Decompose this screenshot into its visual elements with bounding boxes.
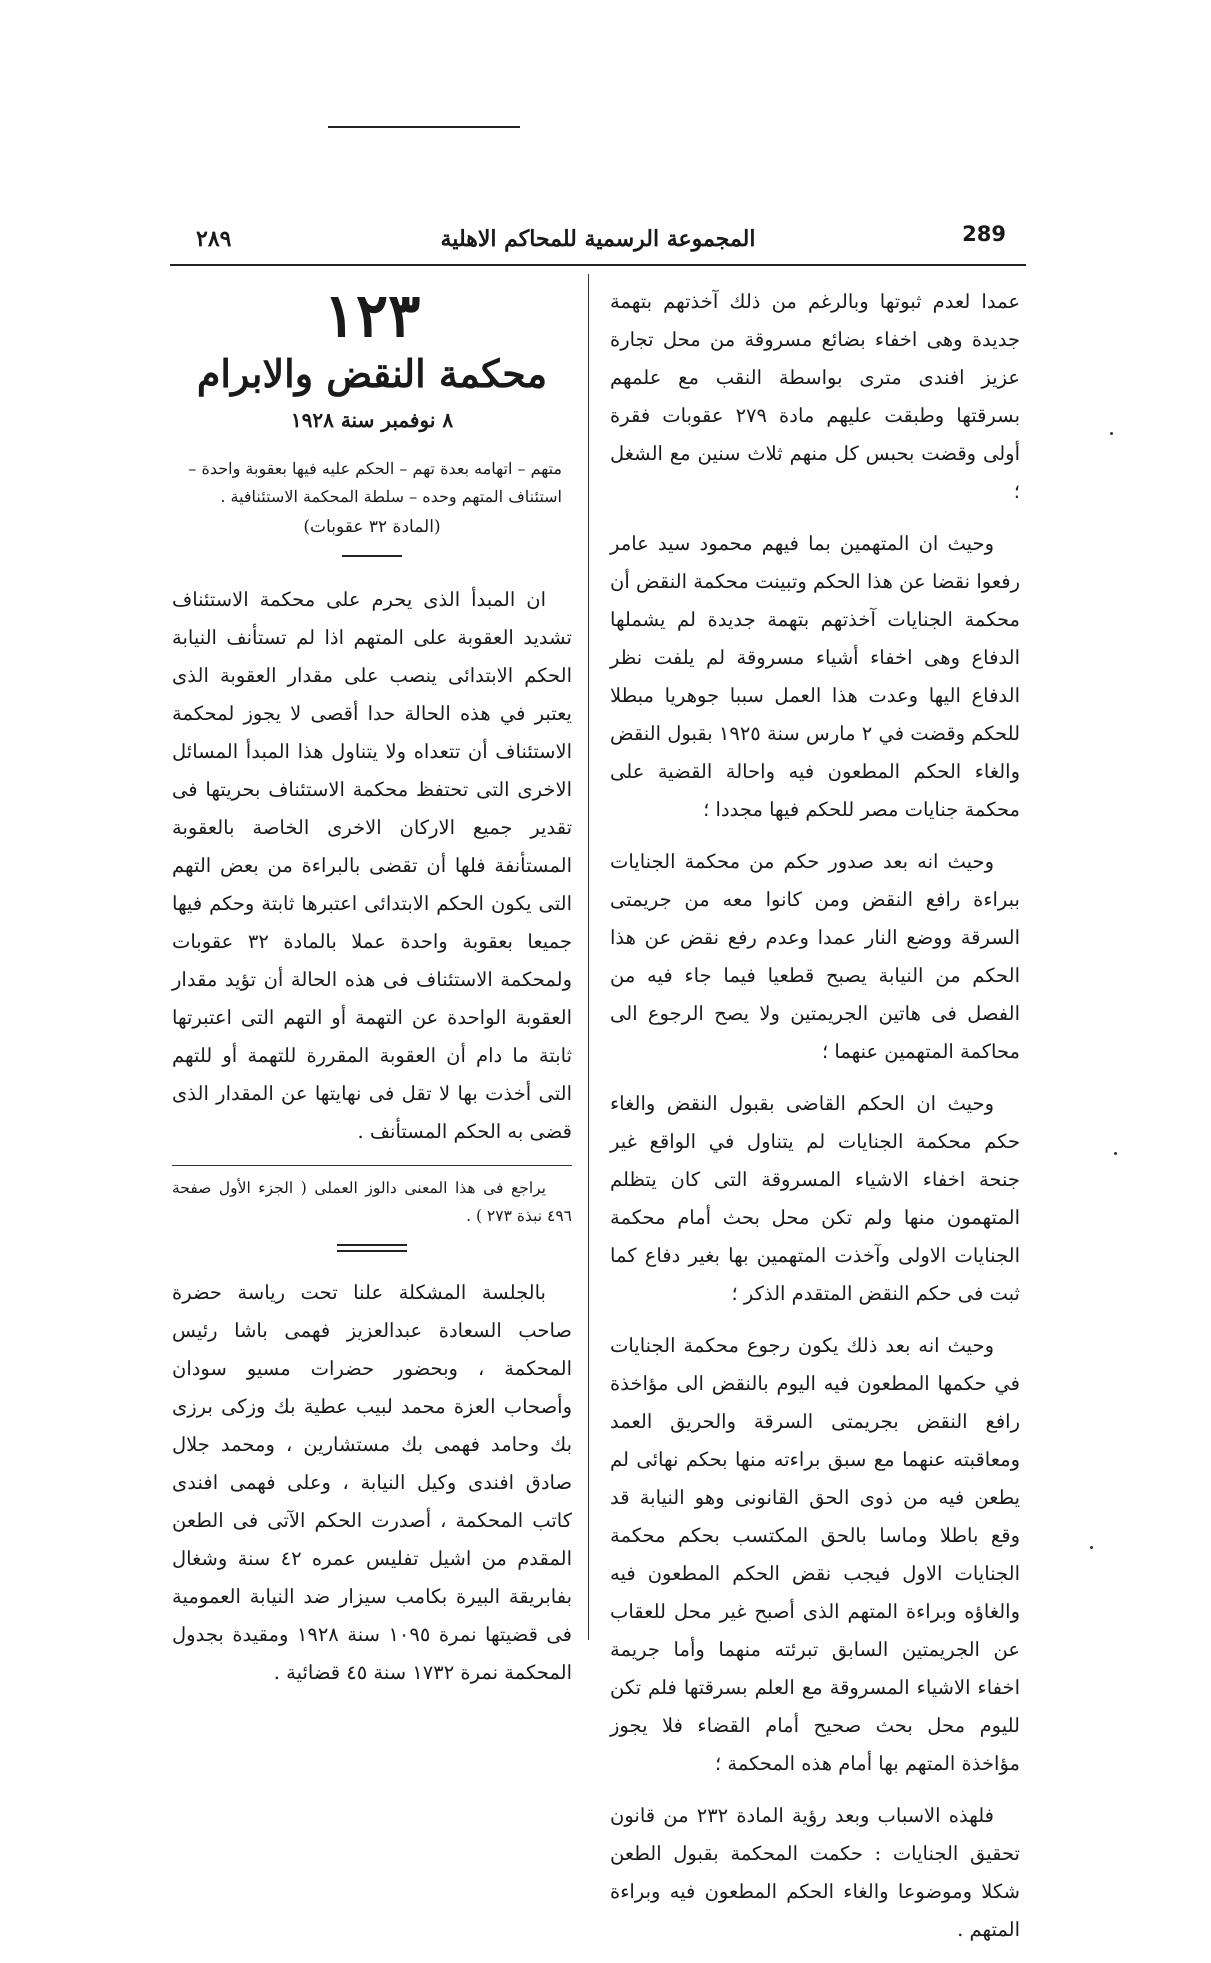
journal-title: المجموعة الرسمية للمحاكم الاهلية [440,226,756,252]
footnote-rule [172,1165,572,1166]
paragraph: وحيث ان الحكم القاضى بقبول النقض والغاء حكم محكمة الجنايات لم يتناول في الواقع غير جنحة اخفاء الاشياء المسروقة التى كان يتظلم المتهمون منها ولم تكن محل بحث أمام محكمة الجنايات الاولى وآخذت المتهمين بها بغير دفاع كما ثبت فى حكم النقض المتقدم الذكر ؛ [610,1092,1020,1305]
paragraph: فلهذه الاسباب وبعد رؤية المادة ٢٣٢ من قانون تحقيق الجنايات : حكمت المحكمة بقبول الطعن شكلا وموضوعا والغاء الحكم المطعون فيه وبراءة المتهم . [610,1804,1020,1941]
top-ornament-rule [328,126,520,128]
paragraph: عمدا لعدم ثبوتها وبالرغم من ذلك آخذتهم بتهمة جديدة وهى اخفاء بضائع مسروقة من محل تجارة عزيز افندى مترى بواسطة النقب مع علمهم بسرقتها وطبقت عليهم مادة ٢٧٩ عقوبات فقرة أولى وقضت بحبس كل منهم ثلاث سنين مع الشغل ؛ [610,290,1020,503]
page-header [170,222,1026,262]
session-paragraph: بالجلسة المشكلة علنا تحت رياسة حضرة صاحب السعادة عبدالعزيز فهمى باشا رئيس المحكمة ، وبحضور حضرات مسيو سودان وأصحاب العزة محمد لبيب عطية بك وزكى برزى بك وحامد فهمى بك مستشارين ، ومحمد جلال صادق افندى وكيل النيابة ، وعلى فهمى افندى كاتب المحكمة ، أصدرت الحكم الآتى فى الطعن المقدم من اشيل تفليس عمره ٤٢ سنة وشغال بفابريقة البيرة بكامب سيزار ضد النيابة العمومية فى قضيتها نمرة ١٠٩٥ سنة ١٩٢٨ ومقيدة بجدول المحكمة نمرة ١٧٣٢ سنة ٤٥ قضائية . [172,1281,572,1684]
left-column [172,283,572,1706]
page-number-arabic: ٢٨٩ [196,226,232,252]
article-reference: (المادة ٣٢ عقوبات) [303,517,441,537]
column-divider [588,274,589,1640]
scan-speck [1090,1546,1093,1549]
paragraph: وحيث انه بعد ذلك يكون رجوع محكمة الجنايات في حكمها المطعون فيه اليوم بالنقض الى مؤاخذة رافع النقض بجريمتى السرقة والحريق العمد ومعاقبته عنهما مع سبق براءته منها بحكم نهائى لم يطعن فيه من ذوى الحق القانونى وهو النيابة قد وقع باطلا وماسا بالحق المكتسب بحكم محكمة الجنايات الاول فيجب نقض الحكم المطعون فيه والغاؤه وبراءة المتهم الذى أصبح غير محل للعقاب عن الجريمتين السابق تبرئته منهما وأما جريمة اخفاء الاشياء المسروقة مع العلم بسرقتها فلم تكن لليوم محل بحث صحيح أمام القضاء فلا يجوز مؤاخذة المتهم بها أمام هذه المحكمة ؛ [610,1334,1020,1775]
section-rule [342,555,402,557]
scan-speck [1110,432,1113,435]
case-number: ١٢٣ [323,281,421,351]
page-number-latin: 289 [962,222,1006,246]
court-name: محكمة النقض والابرام [196,351,548,396]
footnote: يراجع فى هذا المعنى دالوز العملى ( الجزء الأول صفحة ٤٩٦ نبذة ٢٧٣ ) . [172,1179,572,1225]
case-keywords: متهم – اتهامه بعدة تهم – الحكم عليه فيها بعقوبة واحدة – استئناف المتهم وحده – سلطة المحكمة الاستئنافية . [188,459,562,506]
session-date: ٨ نوفمبر سنة ١٩٢٨ [290,408,454,432]
scan-speck [1114,1152,1117,1155]
double-divider [337,1244,407,1252]
right-column [610,283,1020,1963]
header-rule [170,264,1026,266]
legal-principle [172,581,572,1151]
principle-text: ان المبدأ الذى يحرم على محكمة الاستئناف تشديد العقوبة على المتهم اذا لم تستأنف النيابة الحكم الابتدائى ينصب على مقدار العقوبة الذى يعتبر في هذه الحالة حدا أقصى لا يجوز لمحكمة الاستئناف أن تتعداه ولا يتناول هذا المبدأ المسائل الاخرى التى تحتفظ محكمة الاستئناف بحريتها فى تقدير جميع الاركان الاخرى الخاصة بالعقوبة المستأنفة فلها أن تقضى بالبراءة من بعض التهم التى يكون الحكم الابتدائى اعتبرها ثابتة وحكم فيها جميعا بعقوبة واحدة عملا بالمادة ٣٢ عقوبات ولمحكمة الاستئناف فى هذه الحالة أن تؤيد مقدار العقوبة الواحدة عن التهمة أو التهم التى اعتبرتها ثابتة ما دام أن العقوبة المقررة للتهمة أو للتهم التى أخذت بها لا تقل فى نهايتها عن المقدار الذى قضى به الحكم المستأنف . [172,588,572,1143]
paragraph: وحيث انه بعد صدور حكم من محكمة الجنايات ببراءة رافع النقض ومن كانوا معه من جريمتى السرقة ووضع النار عمدا وعدم رفع نقض عن هذا الحكم من النيابة يصبح قطعيا فيما جاء فيه من الفصل فى هاتين الجريمتين ولا يصح الرجوع الى محاكمة المتهمين عنهما ؛ [610,850,1020,1063]
paragraph: وحيث ان المتهمين بما فيهم محمود سيد عامر رفعوا نقضا عن هذا الحكم وتبينت محكمة النقض أن محكمة الجنايات آخذتهم بتهمة جديدة لم يشملها الدفاع وهى اخفاء أشياء مسروقة لم يلفت نظر الدفاع اليها وعدت هذا العمل سببا جوهريا مبطلا للحكم وقضت في ٢ مارس سنة ١٩٢٥ بقبول النقض والغاء الحكم المطعون فيه واحالة القضية على محكمة جنايات مصر للحكم فيها مجددا ؛ [610,532,1021,821]
